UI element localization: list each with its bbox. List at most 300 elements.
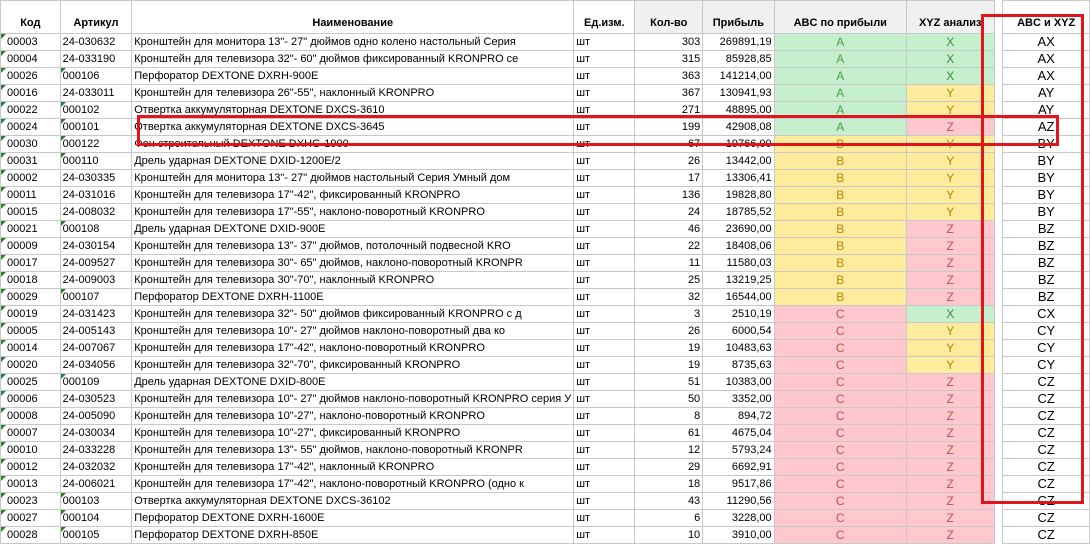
- cell-unit[interactable]: шт: [574, 476, 635, 493]
- cell-xyz[interactable]: Z: [906, 476, 994, 493]
- cell-unit[interactable]: шт: [574, 85, 635, 102]
- cell-qty[interactable]: 24: [635, 204, 703, 221]
- cell-xyz[interactable]: X: [906, 34, 994, 51]
- column-gap: [994, 323, 1003, 340]
- header-profit[interactable]: Прибыль: [703, 1, 774, 34]
- cell-name[interactable]: Отвертка аккумуляторная DEXTONE DXCS-3610: [132, 102, 574, 119]
- cell-qty[interactable]: 51: [635, 374, 703, 391]
- cell-artikul[interactable]: 000106: [60, 68, 132, 85]
- column-gap: [994, 238, 1003, 255]
- cell-name[interactable]: Дрель ударная DEXTONE DXID-1200E/2: [132, 153, 574, 170]
- cell-qty[interactable]: 12: [635, 442, 703, 459]
- cell-abcxyz[interactable]: BY: [1003, 136, 1090, 153]
- cell-profit[interactable]: 894,72: [703, 408, 774, 425]
- cell-abcxyz[interactable]: CY: [1003, 357, 1090, 374]
- cell-qty[interactable]: 3: [635, 306, 703, 323]
- cell-abc[interactable]: B: [774, 153, 906, 170]
- cell-kod[interactable]: 00017: [1, 255, 61, 272]
- cell-unit[interactable]: шт: [574, 34, 635, 51]
- cell-name[interactable]: Перфоратор DEXTONE DXRH-900E: [132, 68, 574, 85]
- cell-abcxyz[interactable]: CY: [1003, 340, 1090, 357]
- cell-abc[interactable]: B: [774, 136, 906, 153]
- cell-abc[interactable]: B: [774, 221, 906, 238]
- cell-kod[interactable]: 00007: [1, 425, 61, 442]
- cell-kod[interactable]: 00015: [1, 204, 61, 221]
- cell-qty[interactable]: 26: [635, 153, 703, 170]
- cell-qty[interactable]: 17: [635, 170, 703, 187]
- cell-unit[interactable]: шт: [574, 323, 635, 340]
- cell-abcxyz[interactable]: CZ: [1003, 442, 1090, 459]
- cell-name[interactable]: Кронштейн для телевизора 13"- 37" дюймов, потолочный подвесной KRO: [132, 238, 574, 255]
- cell-abc[interactable]: B: [774, 289, 906, 306]
- cell-xyz[interactable]: X: [906, 68, 994, 85]
- cell-xyz[interactable]: Y: [906, 357, 994, 374]
- cell-unit[interactable]: шт: [574, 306, 635, 323]
- table-row: [1, 119, 1090, 136]
- cell-xyz[interactable]: Z: [906, 374, 994, 391]
- cell-artikul[interactable]: 24-008032: [60, 204, 132, 221]
- cell-abcxyz[interactable]: AX: [1003, 51, 1090, 68]
- cell-profit[interactable]: 130941,93: [703, 85, 774, 102]
- cell-name[interactable]: Кронштейн для телевизора 32"- 60" дюймов фиксированный KRONPRO се: [132, 51, 574, 68]
- cell-xyz[interactable]: Y: [906, 323, 994, 340]
- cell-xyz[interactable]: Y: [906, 153, 994, 170]
- cell-artikul[interactable]: 000109: [60, 374, 132, 391]
- cell-xyz[interactable]: Z: [906, 238, 994, 255]
- cell-abc[interactable]: C: [774, 306, 906, 323]
- cell-name[interactable]: Кронштейн для телевизора 17"-42", наклонный KRONPRO: [132, 459, 574, 476]
- cell-unit[interactable]: шт: [574, 238, 635, 255]
- cell-abcxyz[interactable]: BZ: [1003, 289, 1090, 306]
- cell-xyz[interactable]: X: [906, 51, 994, 68]
- cell-profit[interactable]: 13442,00: [703, 153, 774, 170]
- cell-qty[interactable]: 43: [635, 493, 703, 510]
- cell-abcxyz[interactable]: CZ: [1003, 374, 1090, 391]
- column-gap: [994, 527, 1003, 544]
- cell-artikul[interactable]: 000107: [60, 289, 132, 306]
- cell-artikul[interactable]: 24-030523: [60, 391, 132, 408]
- cell-name[interactable]: Кронштейн для телевизора 26"-55", наклонный KRONPRO: [132, 85, 574, 102]
- cell-kod[interactable]: 00018: [1, 272, 61, 289]
- cell-unit[interactable]: шт: [574, 340, 635, 357]
- cell-kod[interactable]: 00009: [1, 238, 61, 255]
- cell-kod[interactable]: 00019: [1, 306, 61, 323]
- cell-profit[interactable]: 3910,00: [703, 527, 774, 544]
- cell-unit[interactable]: шт: [574, 153, 635, 170]
- cell-name[interactable]: Кронштейн для телевизора 32"-70", фиксированный KRONPRO: [132, 357, 574, 374]
- cell-abcxyz[interactable]: AZ: [1003, 119, 1090, 136]
- cell-qty[interactable]: 25: [635, 272, 703, 289]
- cell-qty[interactable]: 271: [635, 102, 703, 119]
- cell-xyz[interactable]: Y: [906, 136, 994, 153]
- cell-name[interactable]: Кронштейн для телевизора 30"-70", наклонный KRONPRO: [132, 272, 574, 289]
- cell-qty[interactable]: 29: [635, 459, 703, 476]
- cell-profit[interactable]: 18785,52: [703, 204, 774, 221]
- cell-name[interactable]: Отвертка аккумуляторная DEXTONE DXCS-3645: [132, 119, 574, 136]
- cell-qty[interactable]: 67: [635, 136, 703, 153]
- cell-abcxyz[interactable]: CZ: [1003, 425, 1090, 442]
- header-artikul[interactable]: Артикул: [60, 1, 132, 34]
- column-gap: [994, 255, 1003, 272]
- table-row: [1, 68, 1090, 85]
- cell-profit[interactable]: 48895,00: [703, 102, 774, 119]
- cell-xyz[interactable]: Y: [906, 102, 994, 119]
- cell-abc[interactable]: C: [774, 323, 906, 340]
- cell-artikul[interactable]: 24-031016: [60, 187, 132, 204]
- cell-qty[interactable]: 22: [635, 238, 703, 255]
- cell-abcxyz[interactable]: CZ: [1003, 493, 1090, 510]
- cell-profit[interactable]: 42908,08: [703, 119, 774, 136]
- cell-xyz[interactable]: Z: [906, 272, 994, 289]
- cell-xyz[interactable]: Z: [906, 527, 994, 544]
- cell-name[interactable]: Отвертка аккумуляторная DEXTONE DXCS-36102: [132, 493, 574, 510]
- cell-kod[interactable]: 00016: [1, 85, 61, 102]
- cell-qty[interactable]: 6: [635, 510, 703, 527]
- cell-abc[interactable]: C: [774, 510, 906, 527]
- cell-unit[interactable]: шт: [574, 68, 635, 85]
- cell-xyz[interactable]: Y: [906, 170, 994, 187]
- cell-profit[interactable]: 141214,00: [703, 68, 774, 85]
- column-gap: [994, 153, 1003, 170]
- cell-unit[interactable]: шт: [574, 425, 635, 442]
- cell-abc[interactable]: C: [774, 442, 906, 459]
- cell-unit[interactable]: шт: [574, 221, 635, 238]
- cell-unit[interactable]: шт: [574, 510, 635, 527]
- cell-unit[interactable]: шт: [574, 493, 635, 510]
- cell-kod[interactable]: 00014: [1, 340, 61, 357]
- cell-artikul[interactable]: 24-009003: [60, 272, 132, 289]
- cell-abc[interactable]: C: [774, 476, 906, 493]
- cell-qty[interactable]: 10: [635, 527, 703, 544]
- cell-profit[interactable]: 2510,19: [703, 306, 774, 323]
- cell-kod[interactable]: 00003: [1, 34, 61, 51]
- cell-qty[interactable]: 363: [635, 68, 703, 85]
- cell-kod[interactable]: 00027: [1, 510, 61, 527]
- cell-artikul[interactable]: 24-031423: [60, 306, 132, 323]
- cell-abcxyz[interactable]: CZ: [1003, 476, 1090, 493]
- cell-artikul[interactable]: 24-030154: [60, 238, 132, 255]
- cell-name[interactable]: Перфоратор DEXTONE DXRH-850E: [132, 527, 574, 544]
- cell-abc[interactable]: A: [774, 85, 906, 102]
- cell-artikul[interactable]: 24-009527: [60, 255, 132, 272]
- cell-kod[interactable]: 00025: [1, 374, 61, 391]
- cell-abcxyz[interactable]: AY: [1003, 85, 1090, 102]
- cell-xyz[interactable]: Y: [906, 85, 994, 102]
- cell-kod[interactable]: 00006: [1, 391, 61, 408]
- cell-unit[interactable]: шт: [574, 255, 635, 272]
- cell-kod[interactable]: 00028: [1, 527, 61, 544]
- table-row: [1, 391, 1090, 408]
- cell-abcxyz[interactable]: CZ: [1003, 408, 1090, 425]
- cell-xyz[interactable]: Z: [906, 119, 994, 136]
- cell-abcxyz[interactable]: AX: [1003, 68, 1090, 85]
- cell-xyz[interactable]: Z: [906, 493, 994, 510]
- cell-abcxyz[interactable]: CZ: [1003, 527, 1090, 544]
- cell-kod[interactable]: 00013: [1, 476, 61, 493]
- table-row: [1, 221, 1090, 238]
- cell-abc[interactable]: C: [774, 357, 906, 374]
- cell-artikul[interactable]: 24-030632: [60, 34, 132, 51]
- cell-abc[interactable]: C: [774, 391, 906, 408]
- cell-unit[interactable]: шт: [574, 391, 635, 408]
- cell-unit[interactable]: шт: [574, 374, 635, 391]
- header-qty[interactable]: Кол-во: [635, 1, 703, 34]
- cell-xyz[interactable]: Z: [906, 510, 994, 527]
- cell-kod[interactable]: 00008: [1, 408, 61, 425]
- cell-profit[interactable]: 8735,63: [703, 357, 774, 374]
- cell-abc[interactable]: C: [774, 408, 906, 425]
- cell-artikul[interactable]: 000110: [60, 153, 132, 170]
- cell-unit[interactable]: шт: [574, 51, 635, 68]
- cell-profit[interactable]: 10483,63: [703, 340, 774, 357]
- cell-qty[interactable]: 136: [635, 187, 703, 204]
- cell-artikul[interactable]: 24-007067: [60, 340, 132, 357]
- cell-artikul[interactable]: 24-034056: [60, 357, 132, 374]
- cell-abc[interactable]: B: [774, 272, 906, 289]
- cell-abc[interactable]: A: [774, 34, 906, 51]
- cell-xyz[interactable]: Z: [906, 459, 994, 476]
- cell-abc[interactable]: B: [774, 187, 906, 204]
- cell-abc[interactable]: A: [774, 119, 906, 136]
- cell-name[interactable]: Кронштейн для монитора 13"- 27" дюймов одно колено настольный Серия: [132, 34, 574, 51]
- cell-kod[interactable]: 00030: [1, 136, 61, 153]
- cell-abc[interactable]: C: [774, 340, 906, 357]
- column-gap: [994, 221, 1003, 238]
- cell-kod[interactable]: 00002: [1, 170, 61, 187]
- cell-qty[interactable]: 11: [635, 255, 703, 272]
- header-unit[interactable]: Ед.изм.: [574, 1, 635, 34]
- cell-artikul[interactable]: 24-030034: [60, 425, 132, 442]
- cell-profit[interactable]: 19828,80: [703, 187, 774, 204]
- cell-name[interactable]: Кронштейн для телевизора 30"- 65" дюймов, наклоно-поворотный KRONPR: [132, 255, 574, 272]
- cell-name[interactable]: Кронштейн для телевизора 10"- 27" дюймов наклоно-поворотный два ко: [132, 323, 574, 340]
- cell-xyz[interactable]: Y: [906, 187, 994, 204]
- cell-artikul[interactable]: 000122: [60, 136, 132, 153]
- cell-profit[interactable]: 6692,91: [703, 459, 774, 476]
- column-gap: [994, 68, 1003, 85]
- cell-abcxyz[interactable]: BY: [1003, 187, 1090, 204]
- cell-artikul[interactable]: 000103: [60, 493, 132, 510]
- cell-abc[interactable]: A: [774, 51, 906, 68]
- cell-xyz[interactable]: Z: [906, 408, 994, 425]
- cell-profit[interactable]: 23690,00: [703, 221, 774, 238]
- cell-kod[interactable]: 00023: [1, 493, 61, 510]
- cell-kod[interactable]: 00031: [1, 153, 61, 170]
- table-row: [1, 238, 1090, 255]
- cell-unit[interactable]: шт: [574, 102, 635, 119]
- cell-unit[interactable]: шт: [574, 459, 635, 476]
- cell-unit[interactable]: шт: [574, 170, 635, 187]
- cell-name[interactable]: Кронштейн для телевизора 32"- 50" дюймов фиксированный KRONPRO с д: [132, 306, 574, 323]
- cell-profit[interactable]: 13306,41: [703, 170, 774, 187]
- cell-kod[interactable]: 00005: [1, 323, 61, 340]
- cell-name[interactable]: Перфоратор DEXTONE DXRH-1600E: [132, 510, 574, 527]
- table-row: [1, 306, 1090, 323]
- cell-abcxyz[interactable]: BZ: [1003, 221, 1090, 238]
- cell-abcxyz[interactable]: CX: [1003, 306, 1090, 323]
- cell-unit[interactable]: шт: [574, 442, 635, 459]
- cell-qty[interactable]: 19: [635, 340, 703, 357]
- cell-profit[interactable]: 269891,19: [703, 34, 774, 51]
- column-gap: [994, 102, 1003, 119]
- cell-qty[interactable]: 19: [635, 357, 703, 374]
- cell-qty[interactable]: 303: [635, 34, 703, 51]
- cell-abc[interactable]: C: [774, 374, 906, 391]
- cell-xyz[interactable]: Z: [906, 442, 994, 459]
- cell-name[interactable]: Кронштейн для телевизора 10"- 27" дюймов наклоно-поворотный KRONPRO серия У: [132, 391, 574, 408]
- cell-qty[interactable]: 8: [635, 408, 703, 425]
- cell-name[interactable]: Кронштейн для телевизора 17"-42", наклоно-поворотный KRONPRO: [132, 340, 574, 357]
- cell-artikul[interactable]: 24-006021: [60, 476, 132, 493]
- cell-qty[interactable]: 367: [635, 85, 703, 102]
- column-gap: [994, 510, 1003, 527]
- cell-name[interactable]: Кронштейн для телевизора 10"-27", наклоно-поворотный KRONPRO: [132, 408, 574, 425]
- cell-abcxyz[interactable]: AX: [1003, 34, 1090, 51]
- cell-abc[interactable]: C: [774, 425, 906, 442]
- cell-name[interactable]: Дрель ударная DEXTONE DXID-800E: [132, 374, 574, 391]
- cell-name[interactable]: Кронштейн для телевизора 13"- 55" дюймов, наклоно-поворотный KRONPR: [132, 442, 574, 459]
- cell-name[interactable]: Кронштейн для монитора 13"- 27" дюймов настольный Серия Умный дом: [132, 170, 574, 187]
- cell-profit[interactable]: 19766,00: [703, 136, 774, 153]
- cell-unit[interactable]: шт: [574, 187, 635, 204]
- header-abc[interactable]: ABC по прибыли: [774, 1, 906, 34]
- cell-name[interactable]: Перфоратор DEXTONE DXRH-1100E: [132, 289, 574, 306]
- cell-profit[interactable]: 11290,56: [703, 493, 774, 510]
- cell-profit[interactable]: 3352,00: [703, 391, 774, 408]
- table-row: [1, 289, 1090, 306]
- cell-qty[interactable]: 50: [635, 391, 703, 408]
- cell-kod[interactable]: 00004: [1, 51, 61, 68]
- column-gap: [994, 187, 1003, 204]
- header-abcxyz[interactable]: ABC и XYZ: [1003, 1, 1090, 34]
- cell-qty[interactable]: 32: [635, 289, 703, 306]
- cell-unit[interactable]: шт: [574, 136, 635, 153]
- cell-xyz[interactable]: X: [906, 306, 994, 323]
- cell-abcxyz[interactable]: BY: [1003, 204, 1090, 221]
- cell-kod[interactable]: 00021: [1, 221, 61, 238]
- column-gap: [994, 408, 1003, 425]
- cell-unit[interactable]: шт: [574, 272, 635, 289]
- cell-unit[interactable]: шт: [574, 527, 635, 544]
- cell-profit[interactable]: 10383,00: [703, 374, 774, 391]
- cell-kod[interactable]: 00010: [1, 442, 61, 459]
- cell-abcxyz[interactable]: CZ: [1003, 391, 1090, 408]
- cell-artikul[interactable]: 24-033228: [60, 442, 132, 459]
- cell-artikul[interactable]: 000105: [60, 527, 132, 544]
- header-kod[interactable]: Код: [1, 1, 61, 34]
- cell-abcxyz[interactable]: BY: [1003, 153, 1090, 170]
- cell-profit[interactable]: 11580,03: [703, 255, 774, 272]
- table-row: [1, 85, 1090, 102]
- cell-artikul[interactable]: 000104: [60, 510, 132, 527]
- cell-profit[interactable]: 18408,06: [703, 238, 774, 255]
- cell-abcxyz[interactable]: AY: [1003, 102, 1090, 119]
- cell-kod[interactable]: 00029: [1, 289, 61, 306]
- cell-abcxyz[interactable]: BZ: [1003, 272, 1090, 289]
- cell-qty[interactable]: 18: [635, 476, 703, 493]
- cell-profit[interactable]: 9517,86: [703, 476, 774, 493]
- cell-abc[interactable]: C: [774, 527, 906, 544]
- cell-abcxyz[interactable]: CZ: [1003, 510, 1090, 527]
- cell-abcxyz[interactable]: BZ: [1003, 238, 1090, 255]
- cell-profit[interactable]: 16544,00: [703, 289, 774, 306]
- cell-artikul[interactable]: 24-032032: [60, 459, 132, 476]
- cell-xyz[interactable]: Z: [906, 221, 994, 238]
- cell-name[interactable]: Дрель ударная DEXTONE DXID-900E: [132, 221, 574, 238]
- cell-abc[interactable]: B: [774, 170, 906, 187]
- cell-abc[interactable]: B: [774, 238, 906, 255]
- cell-qty[interactable]: 46: [635, 221, 703, 238]
- cell-name[interactable]: Кронштейн для телевизора 17"-42", фиксированный KRONPRO: [132, 187, 574, 204]
- cell-abc[interactable]: C: [774, 493, 906, 510]
- cell-kod[interactable]: 00012: [1, 459, 61, 476]
- header-xyz[interactable]: XYZ анализ: [906, 1, 994, 34]
- cell-profit[interactable]: 4675,04: [703, 425, 774, 442]
- cell-kod[interactable]: 00020: [1, 357, 61, 374]
- cell-artikul[interactable]: 24-033011: [60, 85, 132, 102]
- cell-artikul[interactable]: 24-005143: [60, 323, 132, 340]
- cell-abcxyz[interactable]: BZ: [1003, 255, 1090, 272]
- cell-unit[interactable]: шт: [574, 289, 635, 306]
- cell-abcxyz[interactable]: CZ: [1003, 459, 1090, 476]
- cell-profit[interactable]: 3228,00: [703, 510, 774, 527]
- cell-qty[interactable]: 61: [635, 425, 703, 442]
- cell-abcxyz[interactable]: BY: [1003, 170, 1090, 187]
- cell-profit[interactable]: 85928,85: [703, 51, 774, 68]
- cell-abc[interactable]: B: [774, 204, 906, 221]
- cell-xyz[interactable]: Z: [906, 391, 994, 408]
- cell-kod[interactable]: 00011: [1, 187, 61, 204]
- cell-kod[interactable]: 00024: [1, 119, 61, 136]
- cell-name[interactable]: Фен строительный DEXTONE DXHG-1900: [132, 136, 574, 153]
- cell-xyz[interactable]: Y: [906, 204, 994, 221]
- column-gap: [994, 374, 1003, 391]
- header-name[interactable]: Наименование: [132, 1, 574, 34]
- cell-name[interactable]: Кронштейн для телевизора 17"-42", наклоно-поворотный KRONPRO (одно к: [132, 476, 574, 493]
- cell-xyz[interactable]: Y: [906, 340, 994, 357]
- cell-artikul[interactable]: 000101: [60, 119, 132, 136]
- cell-artikul[interactable]: 24-030335: [60, 170, 132, 187]
- cell-unit[interactable]: шт: [574, 204, 635, 221]
- cell-unit[interactable]: шт: [574, 119, 635, 136]
- cell-abc[interactable]: B: [774, 255, 906, 272]
- cell-profit[interactable]: 5793,24: [703, 442, 774, 459]
- cell-unit[interactable]: шт: [574, 408, 635, 425]
- cell-abcxyz[interactable]: CY: [1003, 323, 1090, 340]
- cell-abc[interactable]: A: [774, 102, 906, 119]
- cell-unit[interactable]: шт: [574, 357, 635, 374]
- cell-qty[interactable]: 315: [635, 51, 703, 68]
- cell-abc[interactable]: A: [774, 68, 906, 85]
- cell-artikul[interactable]: 24-033190: [60, 51, 132, 68]
- cell-profit[interactable]: 13219,25: [703, 272, 774, 289]
- cell-name[interactable]: Кронштейн для телевизора 17"-55", наклоно-поворотный KRONPRO: [132, 204, 574, 221]
- cell-abc[interactable]: C: [774, 459, 906, 476]
- cell-artikul[interactable]: 24-005090: [60, 408, 132, 425]
- cell-qty[interactable]: 26: [635, 323, 703, 340]
- cell-artikul[interactable]: 000102: [60, 102, 132, 119]
- cell-artikul[interactable]: 000108: [60, 221, 132, 238]
- cell-xyz[interactable]: Z: [906, 289, 994, 306]
- cell-kod[interactable]: 00022: [1, 102, 61, 119]
- cell-name[interactable]: Кронштейн для телевизора 10"-27", фиксированный KRONPRO: [132, 425, 574, 442]
- cell-xyz[interactable]: Z: [906, 425, 994, 442]
- cell-qty[interactable]: 199: [635, 119, 703, 136]
- cell-xyz[interactable]: Z: [906, 255, 994, 272]
- column-gap: [994, 170, 1003, 187]
- cell-kod[interactable]: 00026: [1, 68, 61, 85]
- cell-profit[interactable]: 6000,54: [703, 323, 774, 340]
